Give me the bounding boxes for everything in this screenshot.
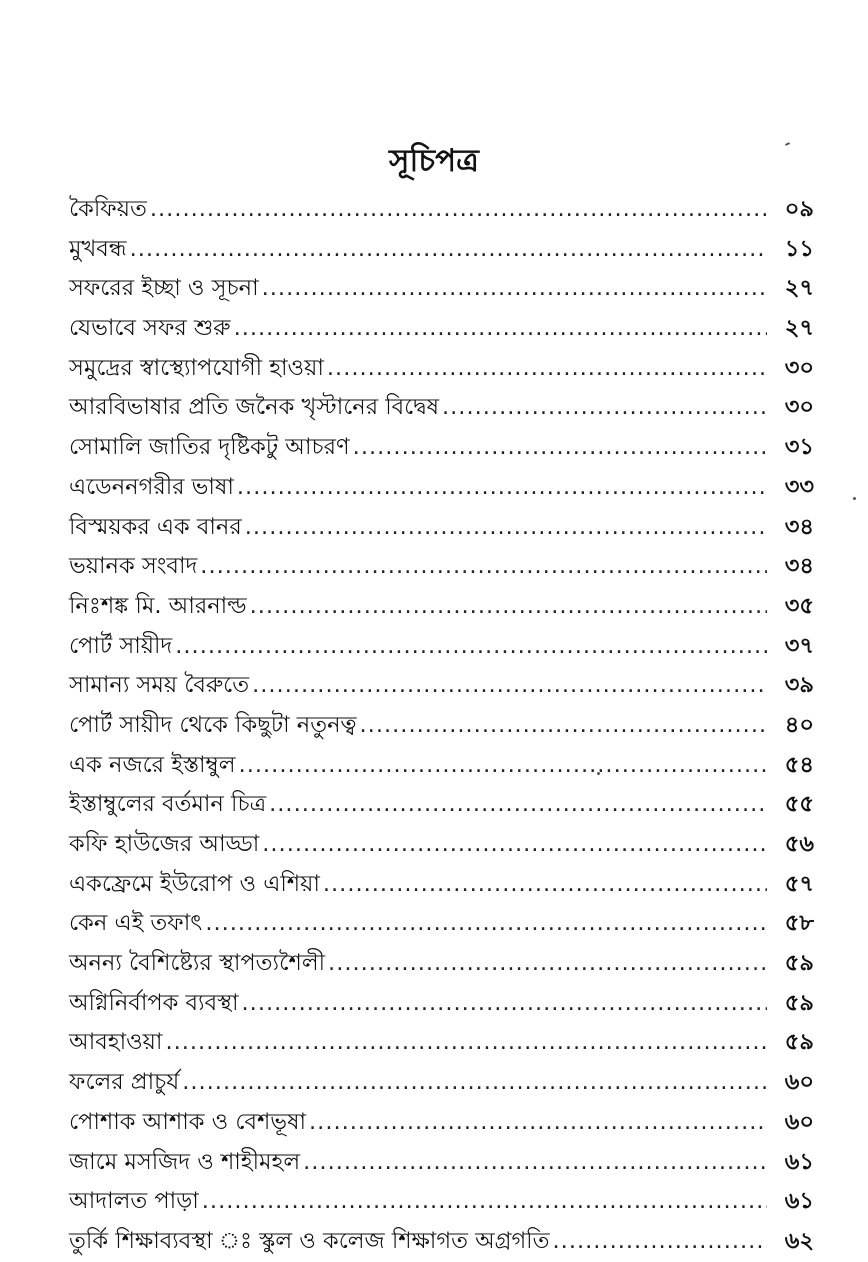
table-of-contents xyxy=(69,190,814,1262)
toc-entry-title: পোশাক আশাক ও বেশভূষা xyxy=(69,1108,307,1135)
toc-entry-page-number: ৪০ xyxy=(784,711,814,738)
toc-entry-page-number: ৩৪ xyxy=(784,513,814,540)
toc-entry-title: নিঃশঙ্ক মি. আরনাল্ড xyxy=(69,592,247,619)
dot-leader xyxy=(442,388,767,428)
toc-entry xyxy=(69,944,814,984)
toc-entry xyxy=(69,706,814,746)
dot-leader xyxy=(205,904,767,944)
dot-leader xyxy=(303,1143,767,1183)
toc-entry-page-number: ৩৯ xyxy=(784,672,814,699)
dot-leader xyxy=(309,1103,767,1143)
toc-entry xyxy=(69,309,814,349)
toc-entry xyxy=(69,428,814,468)
toc-entry-title: মুখবন্ধ xyxy=(69,235,127,262)
dot-leader xyxy=(182,1063,767,1103)
toc-entry-page-number: ৩৭ xyxy=(784,632,814,659)
toc-entry-title: পোর্ট সায়ীদ থেকে কিছুটা নতুনত্ব xyxy=(69,711,357,738)
toc-entry-page-number: ৫৮ xyxy=(784,910,814,937)
toc-entry xyxy=(69,666,814,706)
toc-entry xyxy=(69,587,814,627)
toc-entry-page-number: ২৭ xyxy=(784,275,814,302)
toc-entry-title: সফরের ইচ্ছা ও সূচনা xyxy=(69,275,259,302)
page-title: সূচিপত্র xyxy=(389,143,479,179)
dot-leader xyxy=(323,865,767,905)
toc-entry-title: এডেননগরীর ভাষা xyxy=(69,473,234,500)
toc-entry xyxy=(69,904,814,944)
toc-entry-title: অনন্য বৈশিষ্ট্যের স্থাপত্যশৈলী xyxy=(69,950,326,977)
dot-leader xyxy=(353,428,767,468)
toc-entry-page-number: ৬০ xyxy=(784,1069,814,1096)
toc-entry xyxy=(69,865,814,905)
toc-entry-title: ফলের প্রাচুর্য xyxy=(69,1069,180,1096)
dot-leader xyxy=(242,984,767,1024)
toc-entry-title: এক নজরে ইস্তাম্বুল xyxy=(69,751,236,778)
toc-entry-page-number: ৫৯ xyxy=(784,1029,814,1056)
toc-entry xyxy=(69,1182,814,1222)
toc-entry-title: ইস্তাম্বুলের বর্তমান চিত্র xyxy=(69,791,267,818)
dot-leader xyxy=(245,508,767,548)
toc-entry xyxy=(69,1143,814,1183)
dot-leader xyxy=(328,944,767,984)
toc-entry-title: অগ্নিনির্বাপক ব্যবস্থা xyxy=(69,989,239,1016)
toc-entry-page-number: ৫৯ xyxy=(784,989,814,1016)
dot-leader xyxy=(252,666,767,706)
toc-entry xyxy=(69,1103,814,1143)
toc-entry-page-number: ৫৭ xyxy=(784,870,814,897)
dot-leader xyxy=(262,269,767,309)
toc-entry-title: কেন এই তফাৎ xyxy=(69,910,203,937)
toc-entry-title: জামে মসজিদ ও শাহীমহল xyxy=(69,1148,301,1175)
dot-leader xyxy=(200,547,767,587)
dot-leader xyxy=(165,1023,767,1063)
toc-entry-page-number: ৫৯ xyxy=(784,950,814,977)
toc-entry-title: ভয়ানক সংবাদ xyxy=(69,553,198,580)
toc-entry xyxy=(69,746,814,786)
toc-entry-page-number: ৩১ xyxy=(784,434,814,461)
toc-entry-page-number: ৩০ xyxy=(784,394,814,421)
toc-entry-page-number: ৫৪ xyxy=(784,751,814,778)
dot-leader xyxy=(234,309,767,349)
dot-leader xyxy=(130,230,767,270)
toc-entry xyxy=(69,547,814,587)
toc-entry-title: তুর্কি শিক্ষাব্যবস্থা ঃ স্কুল ও কলেজ শিক্ষাগত অগ্রগতি xyxy=(69,1227,550,1254)
toc-entry-title: আরবিভাষার প্রতি জনৈক খৃস্টানের বিদ্বেষ xyxy=(69,394,439,421)
dot-leader xyxy=(202,1182,767,1222)
toc-entry-title: সামান্য সময় বৈরুতে xyxy=(69,672,250,699)
toc-entry-page-number: ৩৫ xyxy=(784,592,814,619)
toc-entry-title: সমুদ্রের স্বাস্থ্যোপযোগী হাওয়া xyxy=(69,354,324,381)
dot-leader xyxy=(553,1222,767,1262)
toc-entry-title: কৈফিয়ত xyxy=(69,196,147,222)
toc-entry xyxy=(69,785,814,825)
dot-leader xyxy=(360,706,767,746)
scan-speck xyxy=(853,497,857,501)
toc-entry xyxy=(69,230,814,270)
toc-entry xyxy=(69,1023,814,1063)
dot-leader xyxy=(269,785,767,825)
toc-entry-page-number: ৬২ xyxy=(784,1227,814,1254)
toc-entry-title: একফ্রেমে ইউরোপ ও এশিয়া xyxy=(69,870,320,897)
toc-entry xyxy=(69,825,814,865)
toc-entry xyxy=(69,190,814,230)
toc-entry-title: পোর্ট সায়ীদ xyxy=(69,632,173,659)
toc-entry xyxy=(69,508,814,548)
dot-leader xyxy=(250,587,767,627)
toc-entry-page-number: ১১ xyxy=(784,235,814,262)
toc-entry-page-number: ৫৫ xyxy=(784,791,814,818)
toc-entry xyxy=(69,1222,814,1262)
toc-entry xyxy=(69,627,814,667)
dot-leader xyxy=(327,349,767,389)
toc-entry-page-number: ৬১ xyxy=(784,1188,814,1215)
toc-entry xyxy=(69,349,814,389)
toc-entry-page-number: ৩৩ xyxy=(784,473,814,500)
toc-entry-page-number: ২৭ xyxy=(784,315,814,342)
toc-entry-page-number: ৬০ xyxy=(784,1108,814,1135)
toc-entry-page-number: ৩০ xyxy=(784,354,814,381)
dot-leader xyxy=(175,627,767,667)
dot-leader xyxy=(237,468,767,508)
toc-entry-title: যেভাবে সফর শুরু xyxy=(69,315,231,342)
toc-entry xyxy=(69,984,814,1024)
toc-entry-title: আবহাওয়া xyxy=(69,1029,163,1056)
toc-entry-page-number: ৬১ xyxy=(784,1148,814,1175)
toc-entry-page-number: ৩৪ xyxy=(784,553,814,580)
toc-entry-title: বিস্ময়কর এক বানর xyxy=(69,513,242,540)
toc-entry xyxy=(69,388,814,428)
toc-entry xyxy=(69,269,814,309)
dot-leader xyxy=(150,190,767,230)
toc-entry-title: সোমালি জাতির দৃষ্টিকটু আচরণ xyxy=(69,434,350,461)
toc-entry-title: আদালত পাড়া xyxy=(69,1188,199,1215)
toc-entry-page-number: ০৯ xyxy=(784,196,814,222)
toc-entry xyxy=(69,1063,814,1103)
dot-leader xyxy=(262,825,767,865)
toc-entry-title: কফি হাউজের আড্ডা xyxy=(69,831,260,857)
dot-leader xyxy=(239,746,767,786)
toc-entry xyxy=(69,468,814,508)
toc-entry-page-number: ৫৬ xyxy=(784,831,814,857)
